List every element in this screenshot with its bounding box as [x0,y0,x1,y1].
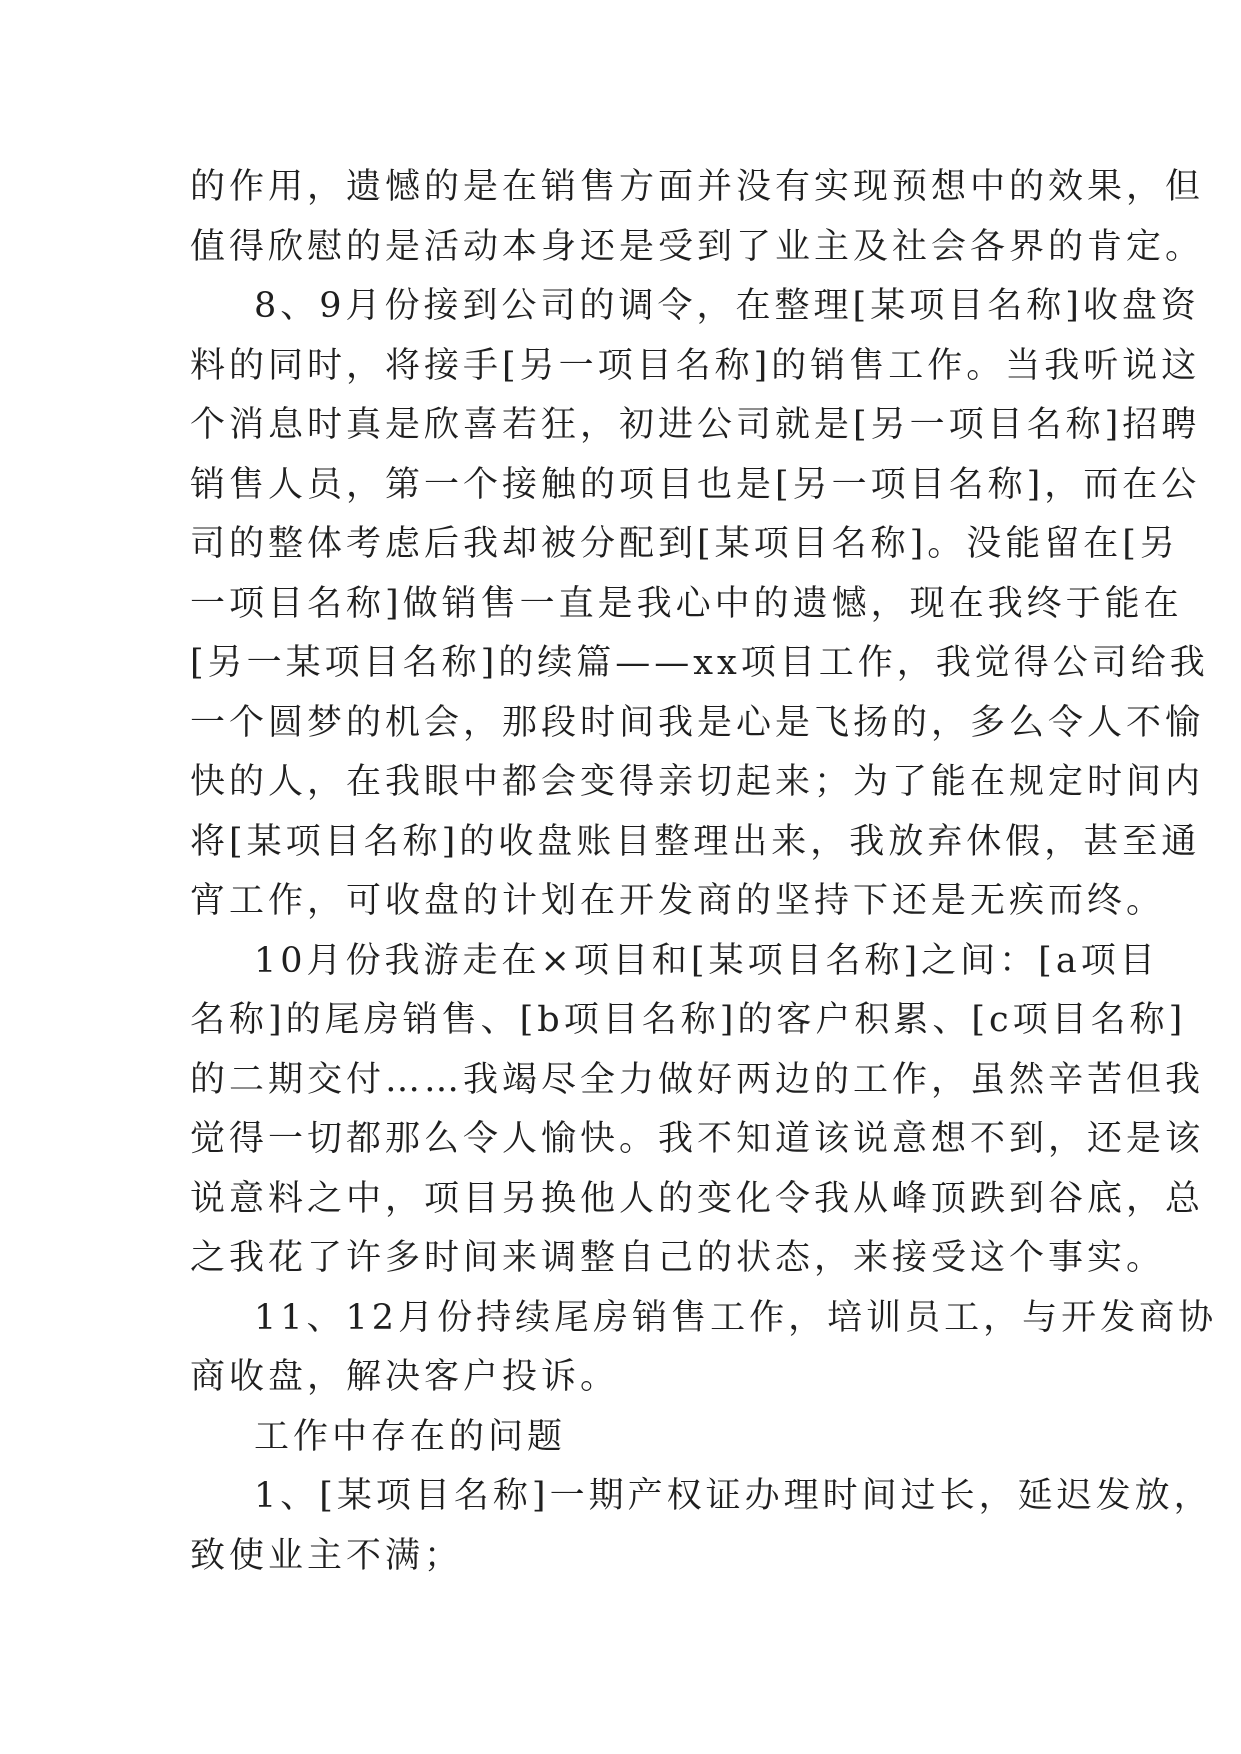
text-line: 一项目名称]做销售一直是我心中的遗憾，现在我终于能在 [190,583,1183,624]
text-line: 将[某项目名称]的收盘账目整理出来，我放弃休假，甚至通 [190,821,1201,862]
text-line: 的作用，遗憾的是在销售方面并没有实现预想中的效果，但 [190,167,1205,207]
text-line: 说意料之中，项目另换他人的变化令我从峰顶跌到谷底，总 [190,1178,1205,1219]
text-line: 商收盘，解决客户投诉。 [190,1357,620,1397]
text-line: 的二期交付……我竭尽全力做好两边的工作，虽然辛苦但我 [190,1059,1205,1100]
text-line: 8、9月份接到公司的调令，在整理[某项目名称]收盘资 [254,286,1200,326]
text-line: 宵工作，可收盘的计划在开发商的坚持下还是无疾而终。 [190,881,1166,921]
text-line: 致使业主不满； [190,1535,464,1576]
text-line: 之我花了许多时间来调整自己的状态，来接受这个事实。 [190,1238,1166,1278]
section-heading: 工作中存在的问题 [254,1416,567,1457]
text-line: 快的人，在我眼中都会变得亲切起来；为了能在规定时间内 [190,762,1205,802]
text-line: 名称]的尾房销售、[b项目名称]的客户积累、[c项目名称] [190,1000,1187,1040]
text-line: 销售人员，第一个接触的项目也是[另一项目名称]，而在公 [190,464,1201,505]
text-line: 值得欣慰的是活动本身还是受到了业主及社会各界的肯定。 [190,226,1205,267]
text-line: 司的整体考虑后我却被分配到[某项目名称]。没能留在[另 [190,524,1179,564]
text-line: 觉得一切都那么令人愉快。我不知道该说意想不到，还是该 [190,1119,1205,1159]
text-line: [另一某项目名称]的续篇——xx项目工作，我觉得公司给我 [190,643,1209,683]
document-body [190,158,1218,1586]
text-line: 一个圆梦的机会，那段时间我是心是飞扬的，多么令人不愉 [190,702,1205,743]
text-line: 个消息时真是欣喜若狂，初进公司就是[另一项目名称]招聘 [190,405,1201,445]
text-line: 10月份我游走在×项目和[某项目名称]之间：[a项目 [254,940,1159,981]
text-line: 料的同时，将接手[另一项目名称]的销售工作。当我听说这 [190,345,1201,386]
text-line: 1、[某项目名称]一期产权证办理时间过长，延迟发放， [254,1476,1213,1516]
text-line: 11、12月份持续尾房销售工作，培训员工，与开发商协 [254,1297,1218,1338]
